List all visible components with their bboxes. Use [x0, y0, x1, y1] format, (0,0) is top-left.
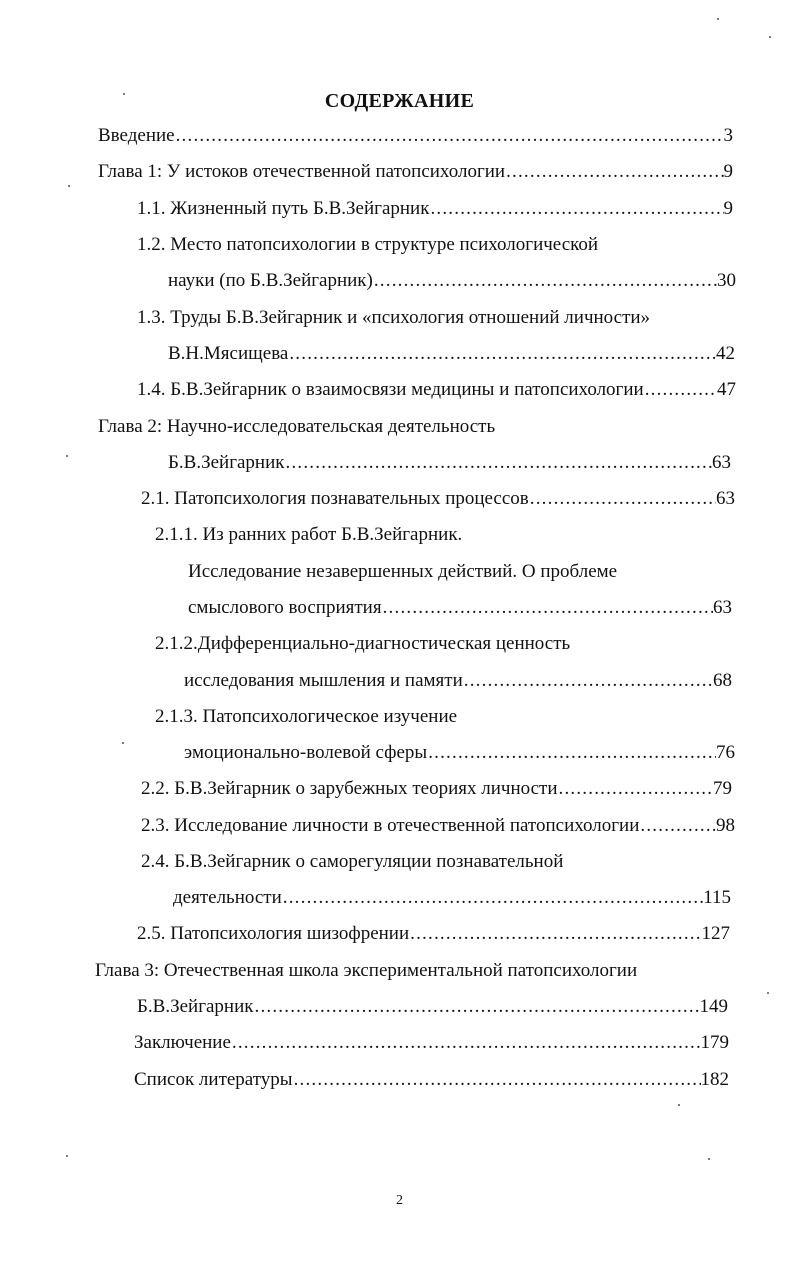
toc-entry-text: исследования мышления и памяти: [184, 670, 463, 691]
toc-entry-text: 1.1. Жизненный путь Б.В.Зейгарник: [137, 198, 430, 219]
toc-entry-1-3-line1: 1.3. Труды Б.В.Зейгарник и «психология отношений личности»: [137, 307, 651, 328]
toc-entry-2-1-2-line2: [184, 669, 732, 693]
toc-entry-1-2-line1: 1.2. Место патопсихологии в структуре психологической: [137, 234, 599, 255]
toc-entry-chapter-3-line1: Глава 3: Отечественная школа экспериментальной патопсихологии: [95, 960, 638, 981]
toc-entry-text: 1.4. Б.В.Зейгарник о взаимосвязи медицины и патопсихологии: [137, 379, 644, 400]
toc-entry-text: Б.В.Зейгарник: [137, 996, 254, 1017]
toc-entry-page: 179: [700, 1032, 729, 1053]
toc-entry-2-5: [137, 922, 730, 946]
dot-leader: [644, 378, 717, 402]
scan-speck: [66, 1155, 68, 1157]
toc-entry-page: 182: [700, 1069, 729, 1090]
toc-entry-page: 9: [723, 198, 733, 219]
dot-leader: [254, 995, 700, 1019]
toc-entry-page: 63: [712, 452, 731, 473]
toc-entry-page: 9: [723, 161, 733, 182]
scan-speck: [717, 18, 719, 20]
toc-entry-page: 68: [713, 670, 732, 691]
toc-entry-2-1-1-line3: [188, 596, 732, 620]
toc-entry-page: 149: [699, 996, 728, 1017]
scan-speck: [767, 992, 769, 994]
toc-entry-text: Заключение: [134, 1032, 231, 1053]
toc-entry-text: 2.2. Б.В.Зейгарник о зарубежных теориях личности: [141, 778, 558, 799]
dot-leader: [505, 160, 723, 184]
page-number: 2: [396, 1193, 403, 1208]
toc-entry-1-3-line2: [168, 342, 735, 366]
toc-entry-page: 30: [717, 270, 736, 291]
toc-entry-2-1-3-line1: 2.1.3. Патопсихологическое изучение: [155, 706, 458, 727]
toc-entry-introduction: [98, 124, 733, 148]
toc-entry-text: деятельности: [173, 887, 282, 908]
scan-speck: [769, 36, 771, 38]
toc-entry-page: 42: [716, 343, 735, 364]
toc-entry-text: Список литературы: [134, 1069, 293, 1090]
toc-entry-2-2: [141, 777, 732, 801]
toc-entry-page: 79: [713, 778, 732, 799]
dot-leader: [293, 1068, 701, 1092]
toc-entry-2-3: [141, 814, 735, 838]
toc-entry-text: 2.3. Исследование личности в отечественной патопсихологии: [141, 815, 640, 836]
toc-entry-2-1-3-line2: [184, 741, 735, 765]
scan-speck: [123, 93, 125, 95]
toc-entry-text: эмоционально-волевой сферы: [184, 742, 428, 763]
dot-leader: [409, 922, 701, 946]
toc-entry-page: 98: [716, 815, 735, 836]
dot-leader: [382, 596, 713, 620]
toc-title: СОДЕРЖАНИЕ: [324, 90, 475, 112]
dot-leader: [429, 197, 723, 221]
dot-leader: [175, 124, 724, 148]
dot-leader: [288, 342, 716, 366]
toc-entry-page: 76: [716, 742, 735, 763]
scan-speck: [66, 455, 68, 457]
dot-leader: [285, 451, 713, 475]
toc-entry-chapter-3-line2: [137, 995, 728, 1019]
toc-entry-page: 115: [703, 887, 731, 908]
dot-leader: [282, 886, 703, 910]
toc-entry-page: 63: [716, 488, 735, 509]
toc-entry-2-1: [141, 487, 735, 511]
dot-leader: [427, 741, 716, 765]
toc-entry-page: 127: [701, 923, 730, 944]
dot-leader: [529, 487, 716, 511]
toc-entry-conclusion: [134, 1031, 729, 1055]
toc-entry-2-1-1-line2: Исследование незавершенных действий. О проблеме: [188, 561, 618, 582]
toc-entry-2-1-1-line1: 2.1.1. Из ранних работ Б.В.Зейгарник.: [155, 524, 463, 545]
scan-speck: [122, 742, 124, 744]
toc-entry-text: науки (по Б.В.Зейгарник): [168, 270, 373, 291]
toc-entry-page: 3: [723, 125, 733, 146]
dot-leader: [463, 669, 713, 693]
dot-leader: [639, 814, 716, 838]
dot-leader: [373, 269, 717, 293]
toc-entry-text: Введение: [98, 125, 175, 146]
dot-leader: [231, 1031, 701, 1055]
toc-entry-text: 2.1. Патопсихология познавательных процессов: [141, 488, 529, 509]
toc-entry-1-1: [137, 197, 733, 221]
toc-entry-text: В.Н.Мясищева: [168, 343, 289, 364]
toc-entry-chapter-2-line1: Глава 2: Научно-исследовательская деятельность: [98, 416, 496, 437]
toc-entry-text: смыслового восприятия: [188, 597, 382, 618]
toc-entry-1-4: [137, 378, 736, 402]
toc-entry-2-1-2-line1: 2.1.2.Дифференциально-диагностическая ценность: [155, 633, 571, 654]
toc-entry-text: Б.В.Зейгарник: [168, 452, 285, 473]
scan-speck: [678, 1104, 680, 1106]
toc-entry-page: 47: [717, 379, 736, 400]
toc-entry-2-4-line2: [173, 886, 731, 910]
toc-entry-text: Глава 1: У истоков отечественной патопсихологии: [98, 161, 506, 182]
dot-leader: [558, 777, 714, 801]
toc-entry-1-2-line2: [168, 269, 736, 293]
toc-entry-text: 2.5. Патопсихология шизофрении: [137, 923, 410, 944]
scan-speck: [708, 1158, 710, 1160]
toc-entry-page: 63: [713, 597, 732, 618]
toc-entry-chapter-1: [98, 160, 733, 184]
toc-entry-bibliography: [134, 1068, 729, 1092]
scan-speck: [68, 185, 70, 187]
toc-entry-2-4-line1: 2.4. Б.В.Зейгарник о саморегуляции познавательной: [141, 851, 564, 872]
toc-entry-chapter-2-line2: [168, 451, 731, 475]
